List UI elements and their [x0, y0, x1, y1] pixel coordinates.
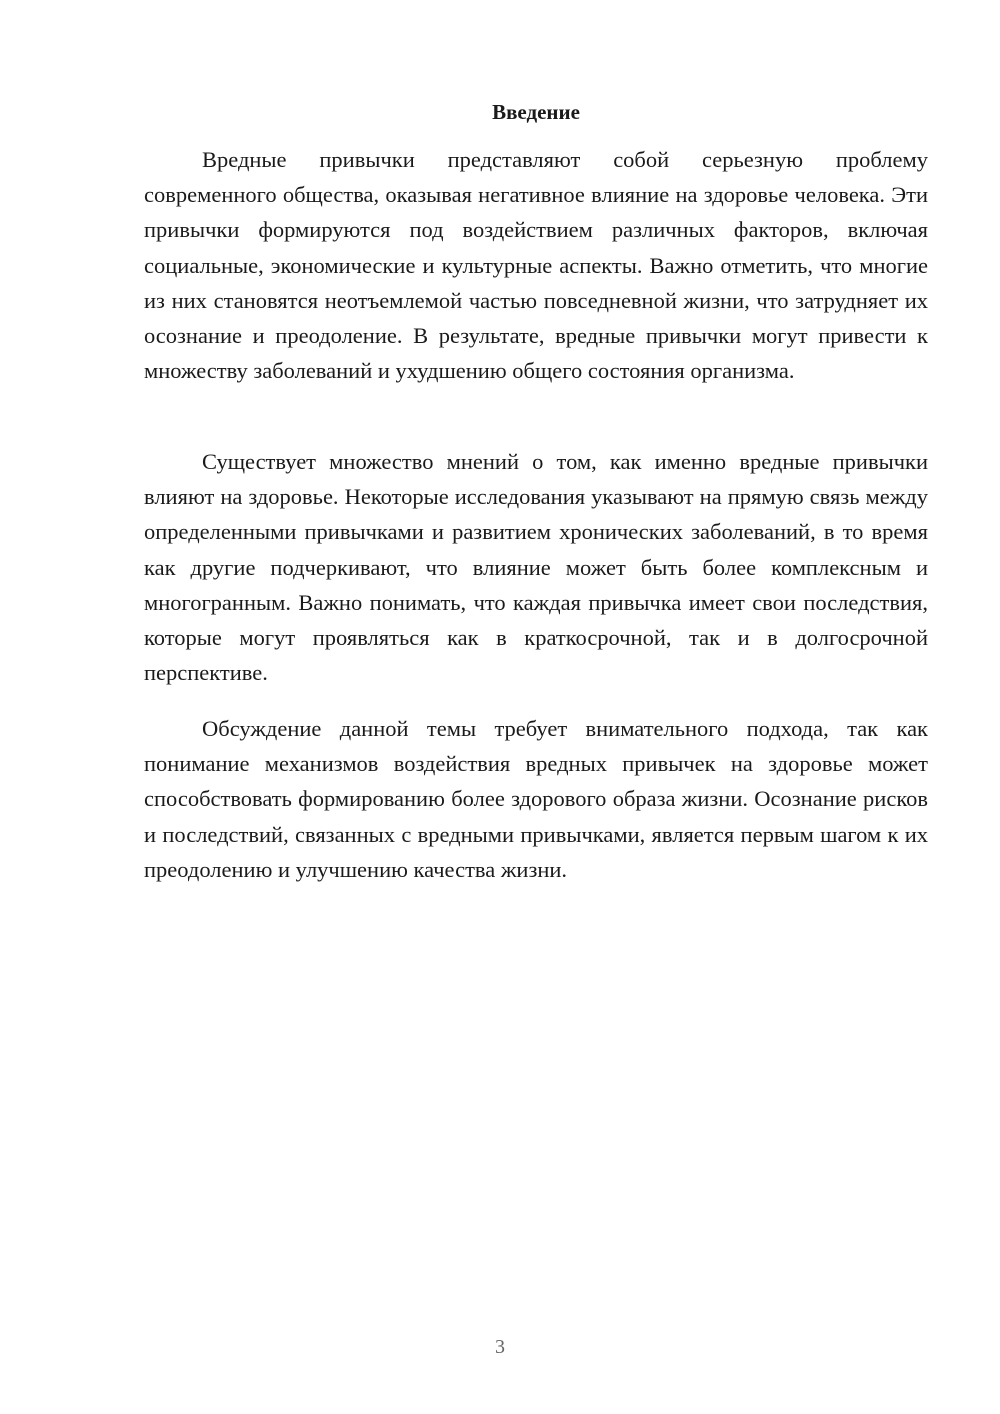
- paragraph-2: Существует множество мнений о том, как именно вредные привычки влияют на здоровье. Некоторые исследования указывают на прямую связь между определенными привычками и развитием хронических заболеваний, в то время как другие подчеркивают, что влияние может быть более комплексным и многогранным. Важно понимать, что каждая привычка имеет свои последствия, которые могут проявляться как в краткосрочной, так и в долгосрочной перспективе.: [144, 449, 928, 686]
- paragraph-1: Вредные привычки представляют собой серьезную проблему современного общества, оказывая негативное влияние на здоровье человека. Эти привычки формируются под воздействием различных факторов, включая социальные, экономические и культурные аспекты. Важно отметить, что многие из них становятся неотъемлемой частью повседневной жизни, что затрудняет их осознание и преодоление. В результате, вредные привычки могут привести к множеству заболеваний и ухудшению общего состояния организма.: [144, 147, 928, 384]
- page-number: 3: [495, 1336, 505, 1358]
- paragraph-3: Обсуждение данной темы требует внимательного подхода, так как понимание механизмов воздействия вредных привычек на здоровье может способствовать формированию более здорового образа жизни. Осознание рисков и последствий, связанных с вредными привычками, является первым шагом к их преодолению и улучшению качества жизни.: [144, 716, 928, 882]
- section-heading: Введение: [492, 100, 580, 124]
